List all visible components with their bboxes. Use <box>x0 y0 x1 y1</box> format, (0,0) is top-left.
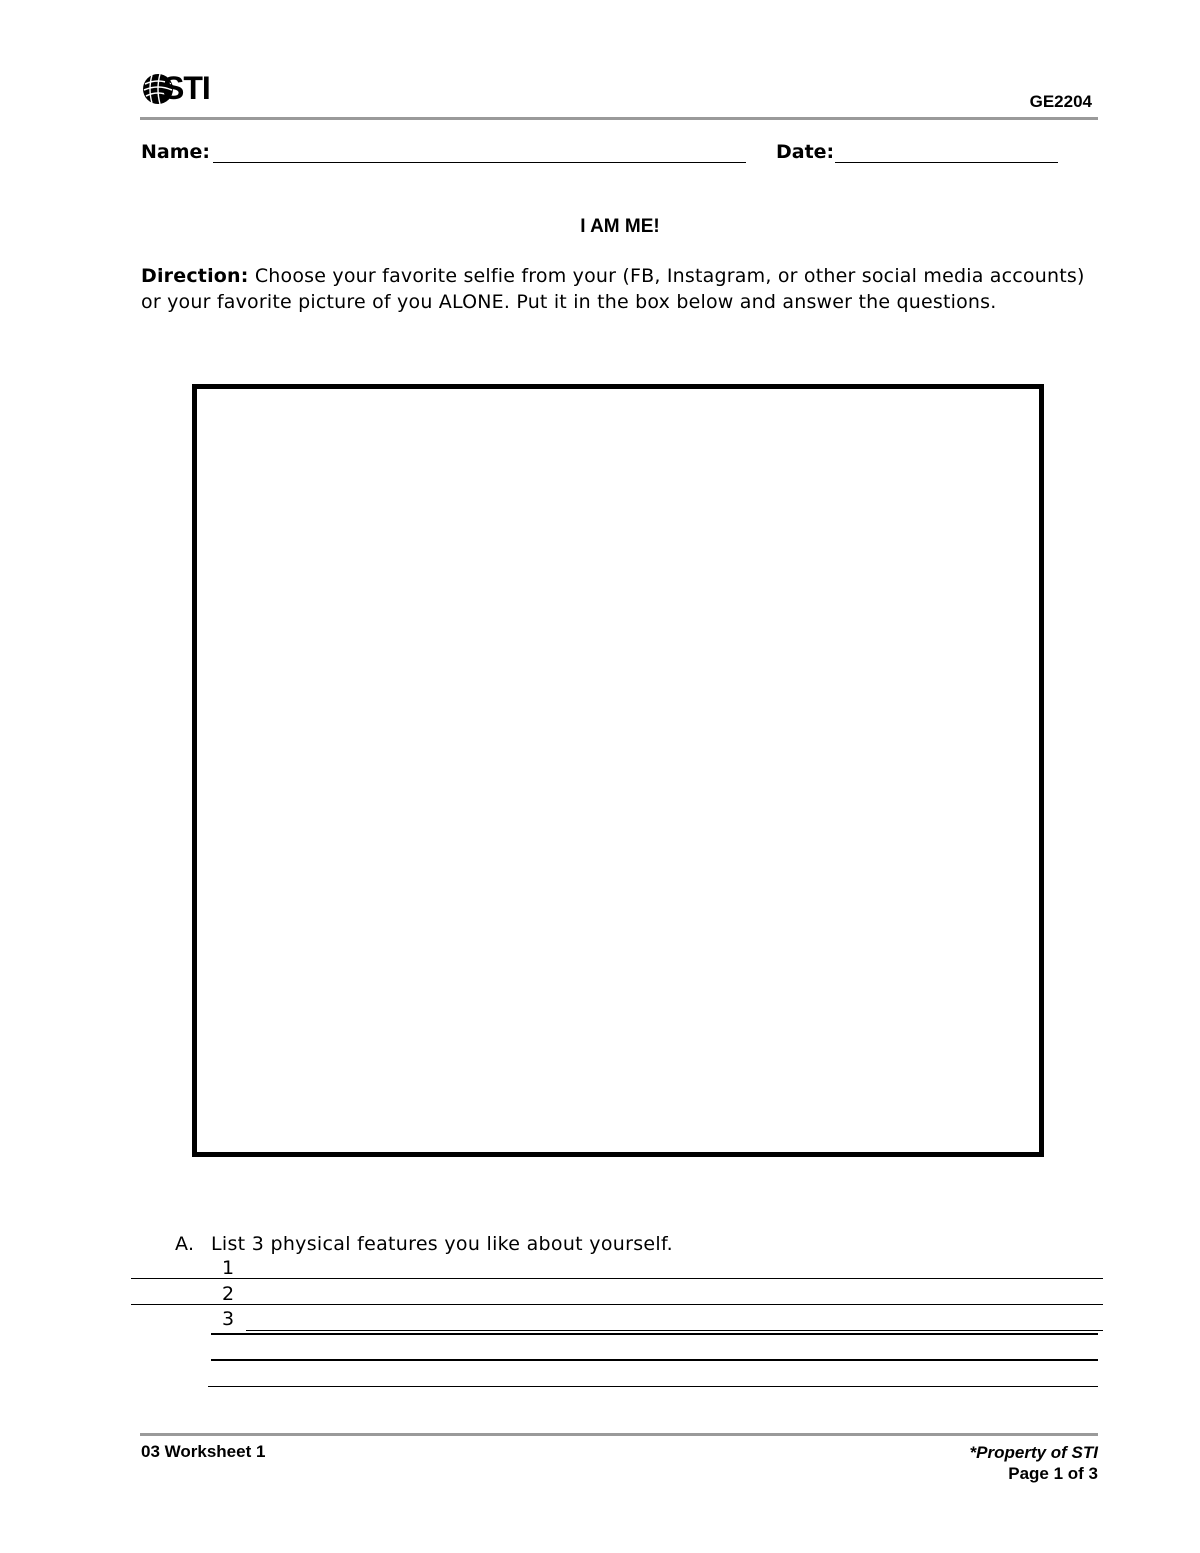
worksheet-title: I AM ME! <box>580 216 660 237</box>
answer-number-3: 3 <box>222 1308 235 1330</box>
header-divider <box>140 117 1098 120</box>
direction-text: Choose your favorite selfie from your (FB, Instagram, or other social media accounts) or your favorite picture of you ALONE. Put it in the box below and answer the questions. <box>141 265 1085 313</box>
date-field[interactable] <box>835 162 1058 163</box>
answer-number-1: 1 <box>222 1257 235 1279</box>
photo-box[interactable] <box>192 384 1044 1157</box>
name-label: Name: <box>141 141 211 163</box>
answer-line-3[interactable] <box>246 1330 1103 1331</box>
question-letter: A. <box>175 1233 195 1255</box>
direction-label: Direction: <box>141 265 249 287</box>
name-field[interactable] <box>213 162 746 163</box>
course-code: GE2204 <box>1029 92 1092 111</box>
page-number: Page 1 of 3 <box>1008 1464 1098 1483</box>
logo-text: STI <box>163 70 210 106</box>
date-label: Date: <box>776 141 835 163</box>
answer-line-6[interactable] <box>208 1386 1098 1387</box>
answer-line-4[interactable] <box>211 1333 1098 1335</box>
worksheet-label: 03 Worksheet 1 <box>141 1442 266 1461</box>
answer-number-2: 2 <box>222 1283 235 1305</box>
answer-line-1[interactable] <box>131 1278 1103 1279</box>
question-text: List 3 physical features you like about yourself. <box>211 1233 673 1255</box>
direction-paragraph <box>141 264 1101 315</box>
answer-line-2[interactable] <box>131 1304 1103 1305</box>
property-notice: *Property of STI <box>969 1443 1098 1462</box>
footer-divider <box>140 1433 1098 1436</box>
answer-line-5[interactable] <box>211 1359 1098 1361</box>
question-a <box>175 1233 673 1255</box>
footer-right <box>970 1442 1098 1484</box>
